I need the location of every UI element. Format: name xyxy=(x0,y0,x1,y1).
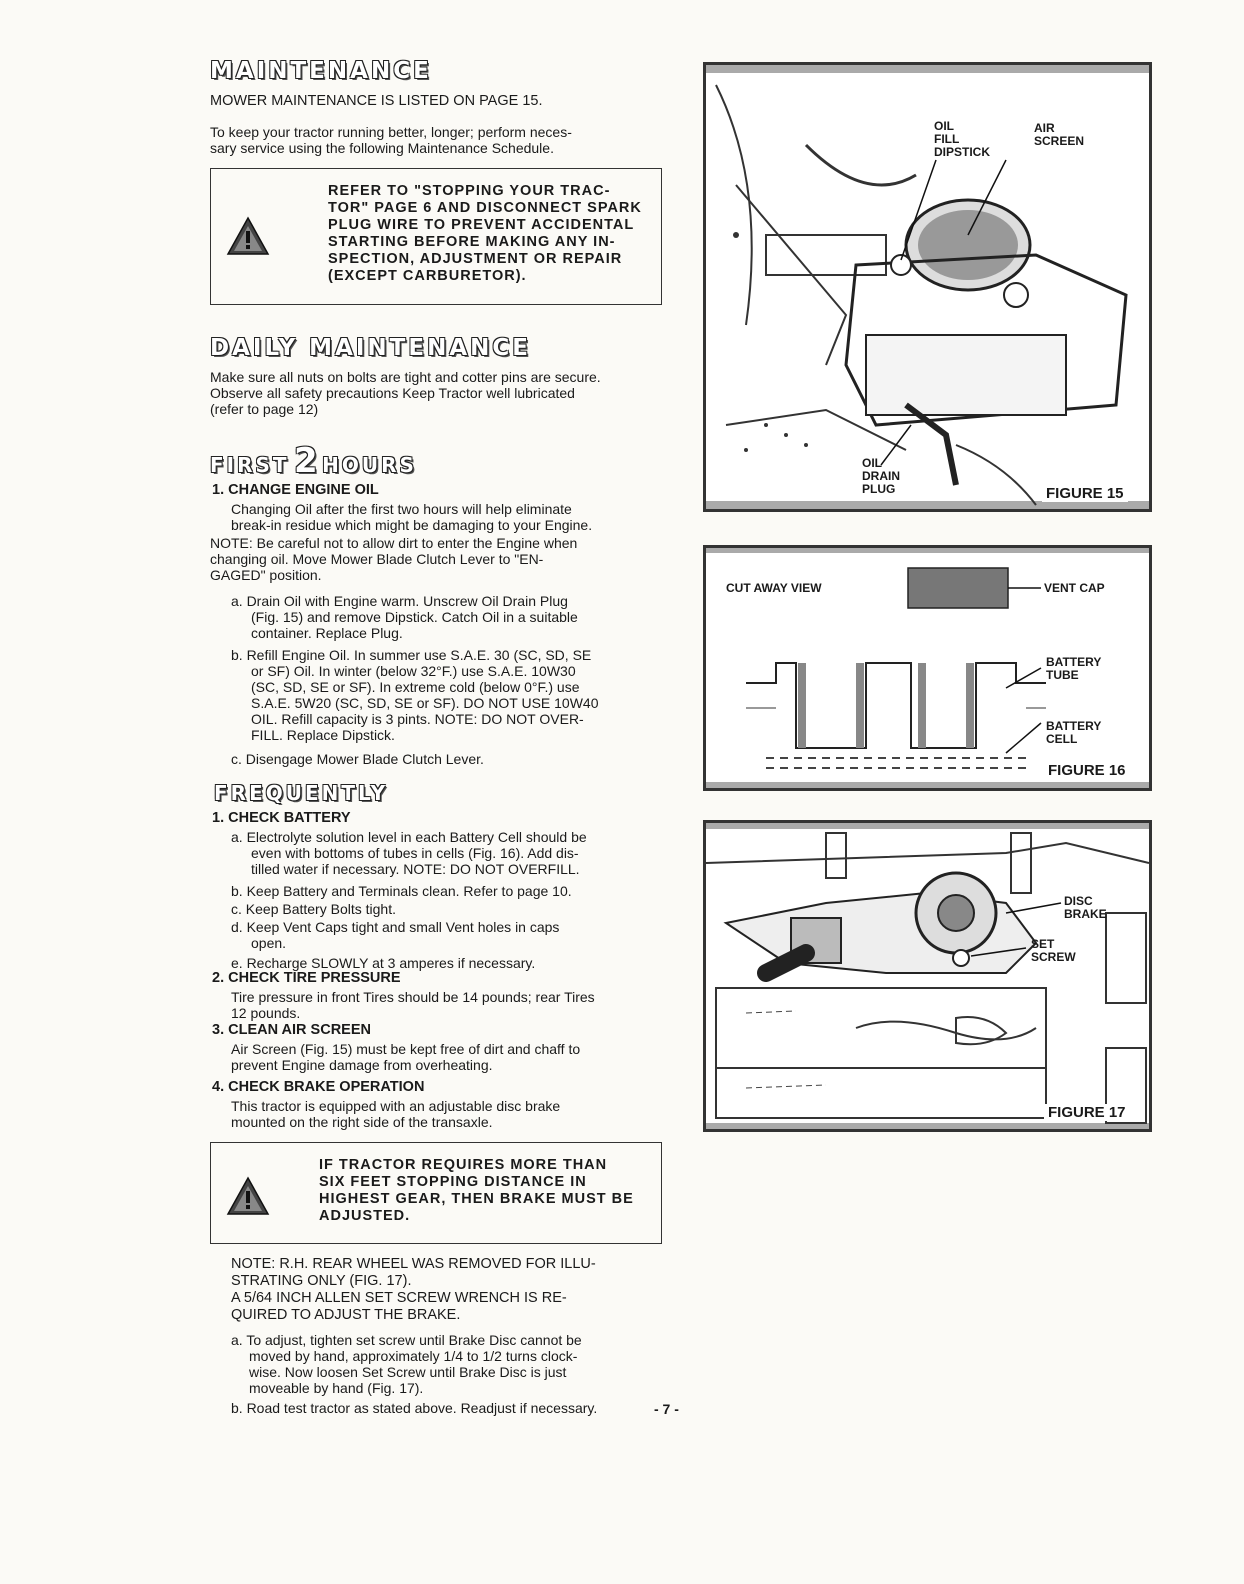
note-rh-line: STRATING ONLY (FIG. 17). xyxy=(231,1273,412,1289)
change-oil-line: break-in residue which might be damaging to your Engine. xyxy=(231,517,593,533)
warning-box-disconnect xyxy=(210,168,662,305)
callout-text: OIL xyxy=(862,456,882,470)
adjust-a-line: wise. Now loosen Set Screw until Brake Disc is just xyxy=(249,1364,567,1380)
section-title-frequently: FREQUENTLY xyxy=(214,781,389,805)
callout-text: DISC xyxy=(1064,894,1093,908)
adjust-step-a xyxy=(231,1332,582,1396)
battery-a-line: even with bottoms of tubes in cells (Fig. 16). Add dis- xyxy=(251,845,579,861)
figure-15-engine xyxy=(703,62,1152,512)
warning2-line: HIGHEST GEAR, THEN BRAKE MUST BE xyxy=(319,1191,634,1207)
battery-tube-label xyxy=(1046,656,1101,682)
oil-note xyxy=(210,535,577,583)
tire-line: 12 pounds. xyxy=(231,1005,301,1021)
callout-text: BATTERY xyxy=(1046,655,1102,669)
callout-text: BRAKE xyxy=(1064,907,1107,921)
battery-step-e: e. Recharge SLOWLY at 3 amperes if necessary. xyxy=(231,955,536,971)
battery-step-c: c. Keep Battery Bolts tight. xyxy=(231,901,396,917)
battery-a-line: a. Electrolyte solution level in each Battery Cell should be xyxy=(231,829,587,845)
step-b-refill-oil xyxy=(231,647,599,743)
warning1-line: SPECTION, ADJUSTMENT OR REPAIR xyxy=(328,251,623,267)
cutaway-view-label: CUT AWAY VIEW xyxy=(726,581,822,595)
step-b-line: b. Refill Engine Oil. In summer use S.A.E. 30 (SC, SD, SE xyxy=(231,647,592,663)
brake-heading: 4. CHECK BRAKE OPERATION xyxy=(212,1079,425,1095)
change-oil-heading: 1. CHANGE ENGINE OIL xyxy=(212,482,379,498)
figure-15-label: FIGURE 15 xyxy=(1042,485,1128,502)
warning2-line: SIX FEET STOPPING DISTANCE IN xyxy=(319,1174,587,1190)
oil-note-line: changing oil. Move Mower Blade Clutch Lever to "EN- xyxy=(210,551,544,567)
daily-line: Make sure all nuts on bolts are tight and cotter pins are secure. xyxy=(210,369,601,385)
warning1-line: TOR" PAGE 6 AND DISCONNECT SPARK xyxy=(328,200,642,216)
change-oil-line: Changing Oil after the first two hours will help eliminate xyxy=(231,501,572,517)
callout-text: SCREW xyxy=(1031,950,1076,964)
first-word: FIRST xyxy=(210,453,290,477)
battery-a-line: tilled water if necessary. NOTE: DO NOT OVERFILL. xyxy=(251,861,580,877)
step-a-drain-oil xyxy=(231,593,578,641)
warning1-line: (EXCEPT CARBURETOR). xyxy=(328,268,527,284)
disc-brake-label xyxy=(1064,895,1107,921)
callout-text: OIL xyxy=(934,119,954,133)
page-number: - 7 - xyxy=(654,1401,679,1417)
first-number: 2 xyxy=(294,441,318,481)
battery-heading: 1. CHECK BATTERY xyxy=(212,810,351,826)
hours-word: HOURS xyxy=(322,453,417,477)
change-oil-text xyxy=(231,501,592,533)
battery-d-line: d. Keep Vent Caps tight and small Vent holes in caps xyxy=(231,919,560,935)
callout-text: FILL xyxy=(934,132,960,146)
step-b-line: FILL. Replace Dipstick. xyxy=(251,727,395,743)
oil-note-line: NOTE: Be careful not to allow dirt to enter the Engine when xyxy=(210,535,578,551)
step-b-line: S.A.E. 5W20 (SC, SD, SE or SF). DO NOT USE 10W40 xyxy=(251,695,599,711)
brake-line: mounted on the right side of the transaxle. xyxy=(231,1114,493,1130)
callout-text: DRAIN xyxy=(862,469,900,483)
callout-text: BATTERY xyxy=(1046,719,1102,733)
set-screw-label xyxy=(1031,938,1076,964)
rear-wheel-note xyxy=(231,1256,596,1324)
callout-text: DIPSTICK xyxy=(934,145,991,159)
brake-text xyxy=(231,1098,560,1130)
warning1-line: STARTING BEFORE MAKING ANY IN- xyxy=(328,234,616,250)
warning2-line: ADJUSTED. xyxy=(319,1208,411,1224)
warning2-line: IF TRACTOR REQUIRES MORE THAN xyxy=(319,1157,608,1173)
section-title-maintenance: MAINTENANCE xyxy=(210,58,432,84)
battery-step-d xyxy=(231,919,559,951)
note-rh-line: QUIRED TO ADJUST THE BRAKE. xyxy=(231,1307,461,1323)
step-a-line: (Fig. 15) and remove Dipstick. Catch Oil in a suitable xyxy=(251,609,578,625)
air-screen-text xyxy=(231,1041,580,1073)
vent-cap-label: VENT CAP xyxy=(1044,581,1105,595)
adjust-a-line: moved by hand, approximately 1/4 to 1/2 turns clock- xyxy=(249,1348,578,1364)
callout-text: CELL xyxy=(1046,732,1078,746)
intro-line-2: sary service using the following Maintenance Schedule. xyxy=(210,140,554,156)
daily-line: (refer to page 12) xyxy=(210,401,319,417)
air-screen-heading: 3. CLEAN AIR SCREEN xyxy=(212,1022,371,1038)
adjust-step-b: b. Road test tractor as stated above. Readjust if necessary. xyxy=(231,1400,598,1416)
step-b-line: or SF) Oil. In winter (below 32°F.) use S.A.E. 10W30 xyxy=(251,663,576,679)
callout-text: TUBE xyxy=(1046,668,1079,682)
step-b-line: OIL. Refill capacity is 3 pints. NOTE: DO NOT OVER- xyxy=(251,711,584,727)
daily-line: Observe all safety precautions Keep Tractor well lubricated xyxy=(210,385,575,401)
air-line: prevent Engine damage from overheating. xyxy=(231,1057,493,1073)
warning1-line: REFER TO "STOPPING YOUR TRAC- xyxy=(328,183,611,199)
callout-air-screen xyxy=(1034,122,1084,148)
brake-illustration xyxy=(706,823,1149,1129)
battery-step-a xyxy=(231,829,587,877)
note-rh-line: NOTE: R.H. REAR WHEEL WAS REMOVED FOR ILLU- xyxy=(231,1256,596,1272)
figure-16-battery xyxy=(703,545,1152,791)
battery-step-b: b. Keep Battery and Terminals clean. Refer to page 10. xyxy=(231,883,572,899)
step-a-line: container. Replace Plug. xyxy=(251,625,403,641)
section-title-daily: DAILY MAINTENANCE xyxy=(210,335,531,361)
adjust-a-line: a. To adjust, tighten set screw until Brake Disc cannot be xyxy=(231,1332,582,1348)
battery-d-line: open. xyxy=(251,935,287,951)
warning-text-disconnect xyxy=(328,183,653,285)
battery-cell-label xyxy=(1046,720,1101,746)
oil-note-line: GAGED" position. xyxy=(210,567,322,583)
step-b-line: (SC, SD, SE or SF). In extreme cold (below 0°F.) use xyxy=(251,679,580,695)
warning1-line: PLUG WIRE TO PREVENT ACCIDENTAL xyxy=(328,217,635,233)
figure-16-label: FIGURE 16 xyxy=(1044,762,1130,779)
tire-line: Tire pressure in front Tires should be 14 pounds; rear Tires xyxy=(231,989,595,1005)
warning-triangle-icon xyxy=(226,216,270,256)
step-c-disengage: c. Disengage Mower Blade Clutch Lever. xyxy=(231,751,484,767)
tire-heading: 2. CHECK TIRE PRESSURE xyxy=(212,970,401,986)
warning-text-brake xyxy=(319,1157,654,1225)
tire-text xyxy=(231,989,595,1021)
callout-text: SET xyxy=(1031,937,1055,951)
warning-box-brake xyxy=(210,1142,662,1244)
section-title-first-2-hours xyxy=(210,441,417,481)
brake-line: This tractor is equipped with an adjustable disc brake xyxy=(231,1098,561,1114)
adjust-a-line: moveable by hand (Fig. 17). xyxy=(249,1380,424,1396)
mower-maintenance-note: MOWER MAINTENANCE IS LISTED ON PAGE 15. xyxy=(210,93,543,109)
note-rh-line: A 5/64 INCH ALLEN SET SCREW WRENCH IS RE- xyxy=(231,1290,567,1306)
step-a-line: a. Drain Oil with Engine warm. Unscrew Oil Drain Plug xyxy=(231,593,568,609)
callout-oil-fill-dipstick xyxy=(934,120,990,159)
air-line: Air Screen (Fig. 15) must be kept free of dirt and chaff to xyxy=(231,1041,581,1057)
figure-17-label: FIGURE 17 xyxy=(1044,1104,1130,1121)
callout-text: PLUG xyxy=(862,482,896,496)
callout-oil-drain-plug xyxy=(862,457,900,496)
callout-text: SCREEN xyxy=(1034,134,1085,148)
intro-line-1: To keep your tractor running better, longer; perform neces- xyxy=(210,124,572,140)
warning-triangle-icon xyxy=(226,1176,270,1216)
figure-17-brake xyxy=(703,820,1152,1132)
daily-text xyxy=(210,369,601,417)
callout-text: AIR xyxy=(1034,121,1055,135)
